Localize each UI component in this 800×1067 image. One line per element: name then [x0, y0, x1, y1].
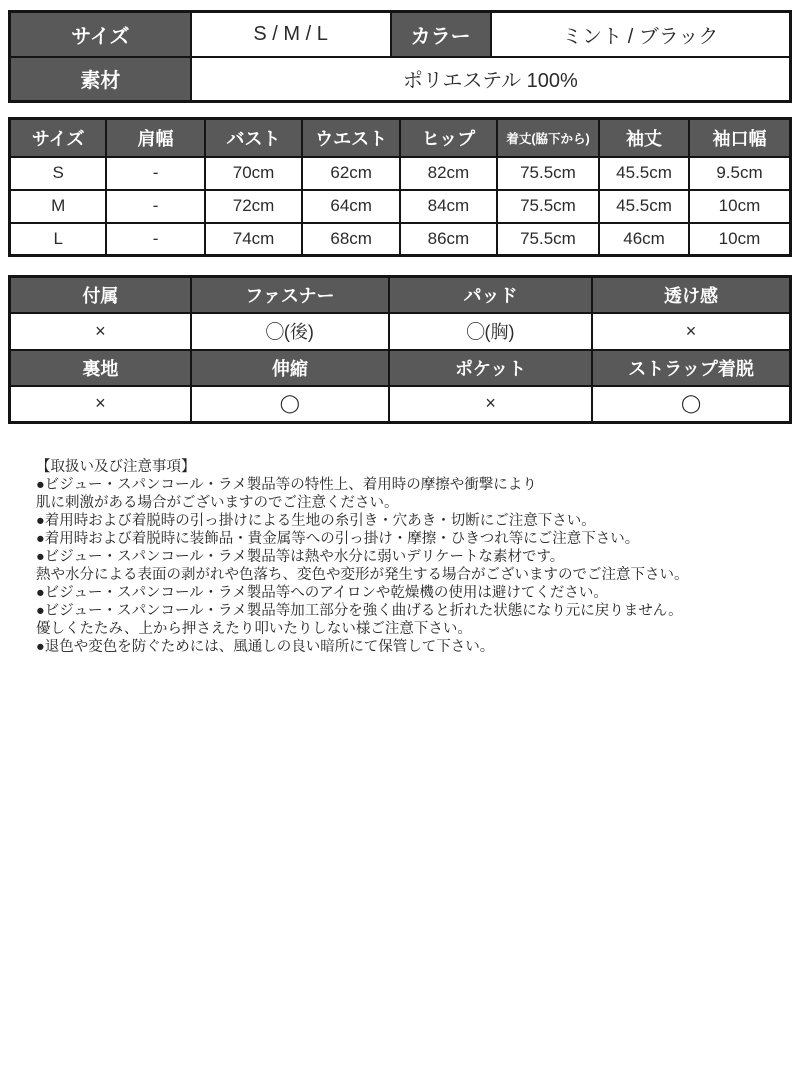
spec-header: 裏地	[10, 350, 191, 386]
notes-line: ●退色や変色を防ぐためには、風通しの良い暗所にて保管して下さい。	[36, 639, 495, 655]
size-table-cell: 46cm	[599, 223, 689, 256]
notes-line: ●ビジュー・スパンコール・ラメ製品等へのアイロンや乾燥機の使用は避けてください。	[36, 585, 608, 601]
spec-value: ◯(後)	[191, 313, 389, 350]
size-table-header: 袖口幅	[689, 119, 791, 157]
feature-spec-table	[8, 275, 792, 424]
spec-header: 伸縮	[191, 350, 389, 386]
size-table-cell: 82cm	[400, 157, 497, 190]
size-table-cell: 62cm	[302, 157, 400, 190]
size-table-header: ヒップ	[400, 119, 497, 157]
info-material-label: 素材	[10, 57, 191, 102]
size-table-header: 肩幅	[106, 119, 204, 157]
size-table-cell: 72cm	[205, 190, 303, 223]
size-table-row-l	[10, 223, 791, 256]
notes-line: ●ビジュー・スパンコール・ラメ製品等は熱や水分に弱いデリケートな素材です。	[36, 549, 565, 565]
size-table-header: ウエスト	[302, 119, 400, 157]
size-table-cell: 45.5cm	[599, 190, 689, 223]
size-table-cell: -	[106, 223, 204, 256]
info-row-material	[10, 57, 791, 102]
spec-header: ファスナー	[191, 277, 389, 313]
spec-value: ◯	[191, 386, 389, 423]
product-info-table	[8, 10, 792, 103]
size-table-cell: 68cm	[302, 223, 400, 256]
size-table-cell: 64cm	[302, 190, 400, 223]
size-table-cell: 75.5cm	[497, 223, 599, 256]
info-row-size-color	[10, 12, 791, 57]
size-table-header: バスト	[205, 119, 303, 157]
size-table-row-s	[10, 157, 791, 190]
notes-line: 熱や水分による表面の剥がれや色落ち、変色や変形が発生する場合がございますのでご注意下さい。	[36, 567, 689, 583]
spec-header-row-1	[10, 277, 791, 313]
info-size-label: サイズ	[10, 12, 191, 57]
size-table-header: 着丈(脇下から)	[497, 119, 599, 157]
info-material-value: ポリエステル 100%	[191, 57, 791, 102]
notes-title: 【取扱い及び注意事項】	[36, 459, 196, 475]
size-table-cell: 86cm	[400, 223, 497, 256]
spec-value-row-1	[10, 313, 791, 350]
size-table-cell: 45.5cm	[599, 157, 689, 190]
size-table-cell: 70cm	[205, 157, 303, 190]
notes-line: ●ビジュー・スパンコール・ラメ製品等加工部分を強く曲げると折れた状態になり元に戻りません。	[36, 603, 683, 619]
notes-line: 肌に刺激がある場合がございますのでご注意ください。	[36, 495, 399, 511]
info-color-value: ミント / ブラック	[491, 12, 791, 57]
spec-value-row-2	[10, 386, 791, 423]
info-size-value: S / M / L	[191, 12, 391, 57]
size-table-header: サイズ	[10, 119, 107, 157]
size-table-cell: 10cm	[689, 190, 791, 223]
size-table-cell: M	[10, 190, 107, 223]
size-table-cell: 9.5cm	[689, 157, 791, 190]
size-table-cell: -	[106, 157, 204, 190]
size-table-cell: 74cm	[205, 223, 303, 256]
handling-notes	[36, 458, 764, 656]
size-table-row-m	[10, 190, 791, 223]
notes-line: ●着用時および着脱時の引っ掛けによる生地の糸引き・穴あき・切断にご注意下さい。	[36, 513, 596, 529]
spec-value: ◯(胸)	[389, 313, 592, 350]
spec-value: ◯	[592, 386, 790, 423]
spec-header: 透け感	[592, 277, 790, 313]
info-color-label: カラー	[391, 12, 491, 57]
spec-value: ×	[592, 313, 790, 350]
spec-value: ×	[10, 313, 191, 350]
size-table-header: 袖丈	[599, 119, 689, 157]
spec-value: ×	[10, 386, 191, 423]
size-measurements-table	[8, 117, 792, 257]
size-table-cell: S	[10, 157, 107, 190]
size-table-cell: 75.5cm	[497, 190, 599, 223]
spec-header: ストラップ着脱	[592, 350, 790, 386]
size-table-cell: L	[10, 223, 107, 256]
spec-header: 付属	[10, 277, 191, 313]
size-table-cell: 84cm	[400, 190, 497, 223]
size-table-header-row	[10, 119, 791, 157]
size-table-cell: 10cm	[689, 223, 791, 256]
notes-line: 優しくたたみ、上から押さえたり叩いたりしない様ご注意下さい。	[36, 621, 472, 637]
notes-line: ●着用時および着脱時に装飾品・貴金属等への引っ掛け・摩擦・ひきつれ等にご注意下さい。	[36, 531, 640, 547]
spec-header: パッド	[389, 277, 592, 313]
spec-header-row-2	[10, 350, 791, 386]
size-table-cell: 75.5cm	[497, 157, 599, 190]
spec-value: ×	[389, 386, 592, 423]
size-table-cell: -	[106, 190, 204, 223]
spec-header: ポケット	[389, 350, 592, 386]
notes-line: ●ビジュー・スパンコール・ラメ製品等の特性上、着用時の摩擦や衝撃により	[36, 477, 537, 493]
